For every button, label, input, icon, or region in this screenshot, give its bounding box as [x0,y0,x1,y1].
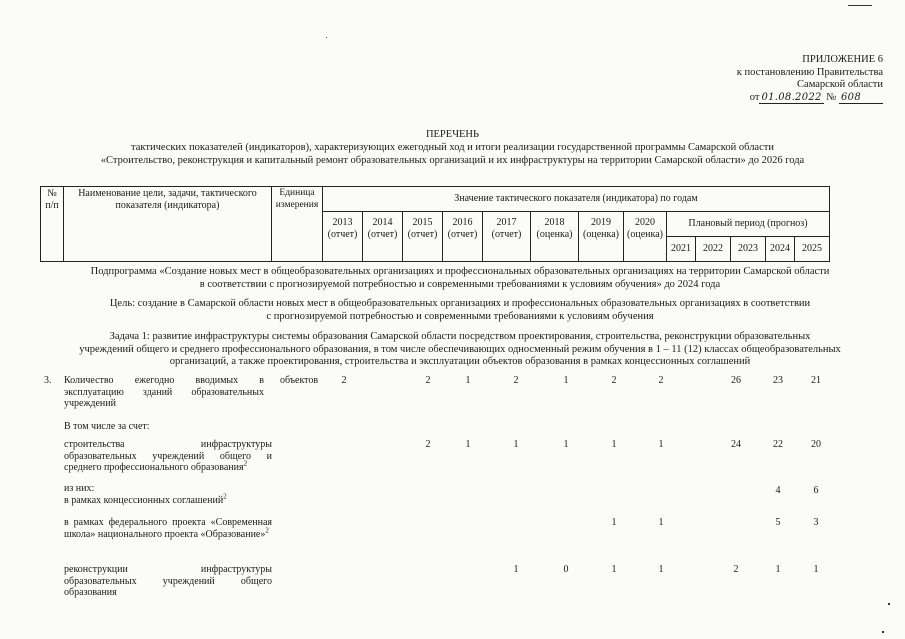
scan-speck [882,631,884,633]
header-values: Значение тактического показателя (индикатора) по годам [323,187,830,212]
value-r6-2019: 1 [611,564,617,575]
appendix-line2: к постановлению Правительства [736,66,883,78]
value-r5-2019: 1 [611,517,617,528]
value-r6-2018: 0 [563,564,569,575]
value-r3-2018: 1 [563,439,569,450]
header-name: Наименование цели, задачи, тактического показателя (индикатора) [64,187,272,262]
value-r6-2024: 1 [813,564,819,575]
value-r1-2024: 21 [811,375,821,386]
value-r3-2022: 24 [731,439,741,450]
scan-speck [888,603,890,605]
value-r3-2024: 20 [811,439,821,450]
row-label-concession: из них: в рамках концессионных соглашений$^2$ [64,483,227,506]
header-planned: Плановый период (прогноз) [667,212,830,237]
value-r1-2019: 2 [611,375,617,386]
header-year-2023: 2023 [731,237,766,262]
row-label-construction: строительства инфраструктуры образовательных учреждений общего и среднего профессионального образования$^2$ [64,439,272,473]
title-main: ПЕРЕЧЕНЬ [425,129,480,140]
header-year-2020: 2020 (оценка) [624,212,667,262]
value-r3-2016: 1 [465,439,471,450]
value-r5-2024: 3 [813,517,819,528]
header-year-2019: 2019 (оценка) [579,212,624,262]
value-r5-2023: 5 [775,517,781,528]
header-year-2018: 2018 (оценка) [531,212,579,262]
row-label-reconstruction: реконструкции инфраструктуры образовательных учреждений общего образования [64,564,272,598]
scan-speck [326,37,327,38]
header-year-2021: 2021 [667,237,696,262]
value-r4-2023: 4 [775,485,781,496]
header-year-2017: 2017 (отчет) [483,212,531,262]
subprogram-text: Подпрограмма «Создание новых мест в общеобразовательных организациях и профессиональных образовательных организациях на территории Самарской области в соответствии с прогнозируемой потребностью и современными требованиями к условиям обучения» до 2024 года [90,266,830,290]
value-r1-2022: 26 [731,375,741,386]
value-r6-2017: 1 [513,564,519,575]
appendix-block [737,54,883,104]
row-label-in-that-number: В том числе за счет: [64,421,150,432]
value-r1-2023: 23 [773,375,783,386]
value-r3-2015: 2 [425,439,431,450]
value-r6-2020: 1 [658,564,664,575]
appendix-date: от 01.08.2022 № 608 [737,92,883,105]
title-line2: тактических показателей (индикаторов), характеризующих ежегодный ход и итоги реализации государственной программы Самарской области [131,142,774,153]
appendix-title: ПРИЛОЖЕНИЕ 6 [802,54,883,65]
value-r3-2019: 1 [611,439,617,450]
row-label-buildings: Количество ежегодно вводимых в эксплуатацию зданий образовательных учреждений [64,375,264,409]
appendix-line3: Самарской области [797,79,883,90]
header-year-2016: 2016 (отчет) [443,212,483,262]
value-r5-2020: 1 [658,517,664,528]
header-year-2022: 2022 [696,237,731,262]
value-r3-2023: 22 [773,439,783,450]
header-year-2015: 2015 (отчет) [403,212,443,262]
value-r3-2017: 1 [513,439,519,450]
indicator-table-header [40,186,830,262]
value-r1-2016: 1 [465,375,471,386]
header-year-2014: 2014 (отчет) [363,212,403,262]
task-text: Задача 1: развитие инфраструктуры системы образования Самарской области посредством проектирования, строительства, реконструкции образовательных учреждений общего и среднего профессионального образования, в том числе обеспечивающих односменный режим обучения в 1 – 11 (12) классах общеобразовательных организаций, а также проектирования, строительства и эксплуатации объектов образования в рамках концессионных соглашений [79,331,841,367]
document-title [0,128,905,167]
value-r4-2024: 6 [813,485,819,496]
header-year-2013: 2013 (отчет) [323,212,363,262]
value-r1-2015: 2 [425,375,431,386]
value-r6-2022: 2 [733,564,739,575]
value-r3-2020: 1 [658,439,664,450]
header-unit: Единица измерения [272,187,323,262]
header-year-2024: 2024 [766,237,795,262]
handwritten-number: 608 [839,92,883,104]
header-year-2025: 2025 [795,237,830,262]
row-unit: объектов [280,375,319,386]
scan-artifact [848,5,872,6]
title-line3: «Строительство, реконструкция и капитальный ремонт образовательных организаций и их инфраструктуры на территории Самарской области» до 2026 года [100,155,805,166]
value-r6-2023: 1 [775,564,781,575]
row-label-modern-school: в рамках федерального проекта «Современная школа» национального проекта «Образование»$^2$ [64,517,272,540]
header-num: № п/п [41,187,64,262]
value-r1-2017: 2 [513,375,519,386]
value-r1-2020: 2 [658,375,664,386]
goal-text: Цель: создание в Самарской области новых мест в общеобразовательных организациях и профессиональных образовательных организациях в соответствии с прогнозируемой потребностью и современными требованиями к условиям обучения [109,298,811,322]
value-r1-2018: 1 [563,375,569,386]
value-r1-2013: 2 [341,375,347,386]
row-number: 3. [44,375,52,386]
handwritten-date: 01.08.2022 [761,91,822,103]
